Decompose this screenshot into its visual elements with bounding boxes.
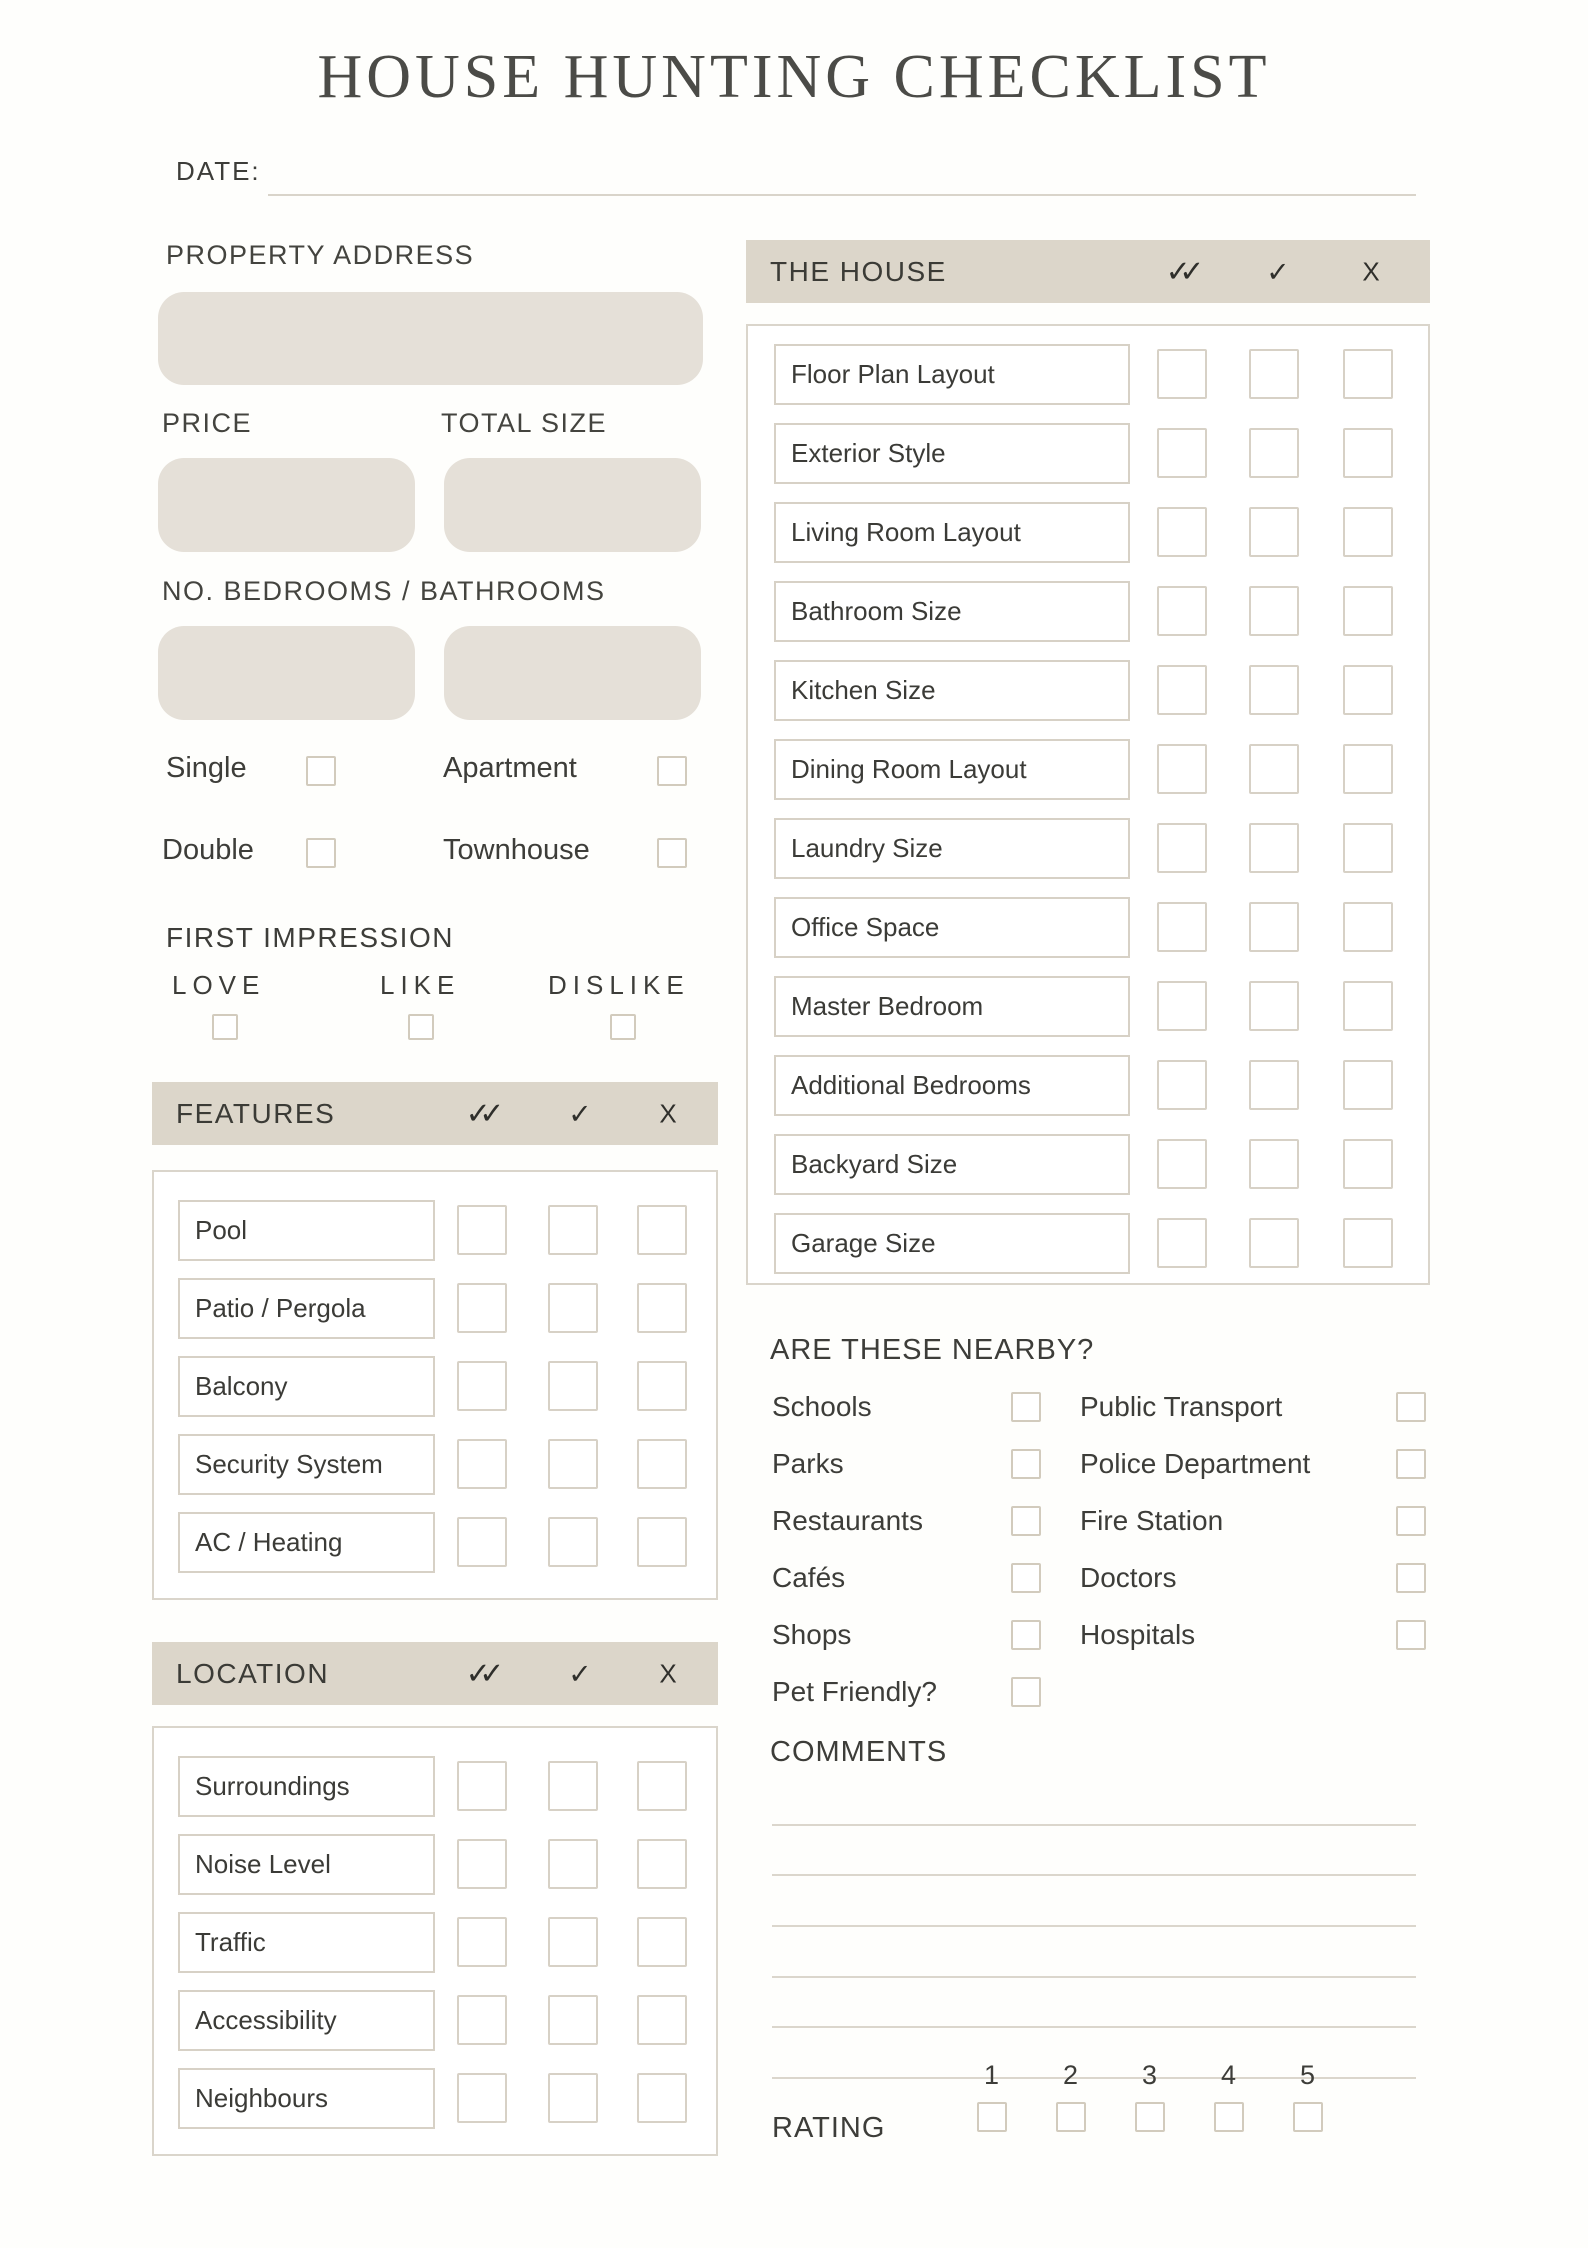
type-townhouse-label: Townhouse: [443, 834, 590, 866]
x-icon: X: [1362, 256, 1380, 286]
type-double-label: Double: [162, 834, 254, 866]
house-x-checkbox[interactable]: [1343, 507, 1393, 557]
bathrooms-input[interactable]: [444, 626, 701, 720]
house-item-label: Floor Plan Layout: [774, 344, 1130, 405]
rating-3-checkbox[interactable]: [1135, 2102, 1165, 2132]
feature-x-checkbox[interactable]: [637, 1517, 687, 1567]
nearby-police-department-label: Police Department: [1080, 1448, 1311, 1479]
feature-label: Pool: [178, 1200, 435, 1261]
the-house-table: [746, 324, 1430, 1285]
house-item-label: Exterior Style: [774, 423, 1130, 484]
nearby-row: [772, 1504, 1052, 1544]
location-row: [178, 1756, 716, 1817]
impression-dislike-label: DISLIKE: [548, 970, 690, 1000]
comment-line[interactable]: [772, 2026, 1416, 2028]
rating-number: 1: [983, 2060, 1000, 2090]
house-row: [774, 1055, 1428, 1116]
double-check-icon: ✓✓: [465, 1097, 494, 1130]
property-address-label: PROPERTY ADDRESS: [166, 240, 475, 270]
bedrooms-input[interactable]: [158, 626, 415, 720]
location-x-checkbox[interactable]: [637, 1995, 687, 2045]
nearby-header: ARE THESE NEARBY?: [770, 1334, 1095, 1366]
house-check-checkbox[interactable]: [1249, 507, 1299, 557]
impression-love-label: LOVE: [172, 970, 266, 1000]
nearby-row: [772, 1390, 1052, 1430]
rating-option: [1031, 2060, 1110, 2137]
type-single-checkbox[interactable]: [306, 756, 336, 786]
house-double-check-checkbox[interactable]: [1157, 428, 1207, 478]
house-item-label: Dining Room Layout: [774, 739, 1130, 800]
bedrooms-bathrooms-label: NO. BEDROOMS / BATHROOMS: [162, 576, 606, 606]
house-double-check-checkbox[interactable]: [1157, 823, 1207, 873]
feature-label: Patio / Pergola: [178, 1278, 435, 1339]
feature-x-checkbox[interactable]: [637, 1439, 687, 1489]
nearby-row: [1080, 1390, 1440, 1430]
nearby-row: [772, 1618, 1052, 1658]
check-icon: ✓: [1266, 256, 1290, 287]
rating-number: 5: [1299, 2060, 1316, 2090]
nearby-row: [1080, 1561, 1440, 1601]
nearby-cafes-label: Cafés: [772, 1562, 846, 1593]
rating-1-checkbox[interactable]: [977, 2102, 1007, 2132]
features-table: [152, 1170, 718, 1600]
location-row: [178, 1912, 716, 1973]
rating-option: [1110, 2060, 1189, 2137]
house-x-checkbox[interactable]: [1343, 665, 1393, 715]
location-label: Neighbours: [178, 2068, 435, 2129]
house-check-checkbox[interactable]: [1249, 428, 1299, 478]
feature-double-check-checkbox[interactable]: [457, 1205, 507, 1255]
rating-number: 2: [1062, 2060, 1079, 2090]
location-check-checkbox[interactable]: [548, 1917, 598, 1967]
house-item-label: Office Space: [774, 897, 1130, 958]
rating-option: [1268, 2060, 1347, 2137]
feature-row: [178, 1434, 716, 1495]
first-impression-label: FIRST IMPRESSION: [166, 922, 454, 953]
impression-dislike-checkbox[interactable]: [610, 1014, 636, 1040]
nearby-pet-friendly-checkbox[interactable]: [1011, 1677, 1041, 1707]
location-x-checkbox[interactable]: [637, 1761, 687, 1811]
nearby-row: [772, 1561, 1052, 1601]
rating-scale: [952, 2060, 1347, 2137]
location-x-checkbox[interactable]: [637, 1917, 687, 1967]
nearby-restaurants-checkbox[interactable]: [1011, 1506, 1041, 1536]
feature-check-checkbox[interactable]: [548, 1205, 598, 1255]
location-header-label: LOCATION: [176, 1657, 330, 1689]
location-check-checkbox[interactable]: [548, 1839, 598, 1889]
house-check-checkbox[interactable]: [1249, 665, 1299, 715]
the-house-header: [746, 240, 1430, 303]
location-label: Accessibility: [178, 1990, 435, 2051]
feature-label: AC / Heating: [178, 1512, 435, 1573]
house-check-checkbox[interactable]: [1249, 1218, 1299, 1268]
feature-x-checkbox[interactable]: [637, 1205, 687, 1255]
house-double-check-checkbox[interactable]: [1157, 349, 1207, 399]
nearby-cafes-checkbox[interactable]: [1011, 1563, 1041, 1593]
location-row: [178, 1990, 716, 2051]
double-check-icon: ✓✓: [1165, 255, 1194, 288]
features-header: [152, 1082, 718, 1145]
nearby-parks-checkbox[interactable]: [1011, 1449, 1041, 1479]
house-row: [774, 818, 1428, 879]
house-item-label: Kitchen Size: [774, 660, 1130, 721]
house-double-check-checkbox[interactable]: [1157, 902, 1207, 952]
house-row: [774, 344, 1428, 405]
location-double-check-checkbox[interactable]: [457, 2073, 507, 2123]
house-row: [774, 502, 1428, 563]
house-item-label: Laundry Size: [774, 818, 1130, 879]
x-icon: X: [659, 1658, 677, 1688]
house-check-checkbox[interactable]: [1249, 349, 1299, 399]
location-label: Traffic: [178, 1912, 435, 1973]
nearby-restaurants-label: Restaurants: [772, 1505, 923, 1536]
house-row: [774, 739, 1428, 800]
rating-label: RATING: [772, 2112, 886, 2144]
location-table: [152, 1726, 718, 2156]
feature-row: [178, 1200, 716, 1261]
house-double-check-checkbox[interactable]: [1157, 1139, 1207, 1189]
check-icon: ✓: [568, 1098, 592, 1129]
house-item-label: Garage Size: [774, 1213, 1130, 1274]
house-double-check-checkbox[interactable]: [1157, 586, 1207, 636]
feature-check-checkbox[interactable]: [548, 1439, 598, 1489]
feature-label: Security System: [178, 1434, 435, 1495]
nearby-doctors-label: Doctors: [1080, 1562, 1177, 1593]
type-double-checkbox[interactable]: [306, 838, 336, 868]
feature-check-checkbox[interactable]: [548, 1517, 598, 1567]
feature-check-checkbox[interactable]: [548, 1283, 598, 1333]
house-x-checkbox[interactable]: [1343, 744, 1393, 794]
house-row: [774, 660, 1428, 721]
page-title: HOUSE HUNTING CHECKLIST: [317, 43, 1271, 111]
location-x-checkbox[interactable]: [637, 2073, 687, 2123]
feature-label: Balcony: [178, 1356, 435, 1417]
feature-x-checkbox[interactable]: [637, 1283, 687, 1333]
feature-row: [178, 1278, 716, 1339]
type-single-label: Single: [166, 752, 247, 784]
nearby-shops-label: Shops: [772, 1619, 852, 1650]
house-row: [774, 423, 1428, 484]
house-double-check-checkbox[interactable]: [1157, 1218, 1207, 1268]
rating-2-checkbox[interactable]: [1056, 2102, 1086, 2132]
rating-option: [1189, 2060, 1268, 2137]
location-label: Surroundings: [178, 1756, 435, 1817]
house-row: [774, 976, 1428, 1037]
nearby-schools-label: Schools: [772, 1391, 872, 1422]
house-item-label: Backyard Size: [774, 1134, 1130, 1195]
property-address-input[interactable]: [158, 292, 703, 385]
house-x-checkbox[interactable]: [1343, 902, 1393, 952]
house-x-checkbox[interactable]: [1343, 349, 1393, 399]
house-row: [774, 581, 1428, 642]
house-check-checkbox[interactable]: [1249, 823, 1299, 873]
nearby-row: [772, 1675, 1052, 1715]
feature-double-check-checkbox[interactable]: [457, 1517, 507, 1567]
house-row: [774, 897, 1428, 958]
house-double-check-checkbox[interactable]: [1157, 665, 1207, 715]
type-apartment-label: Apartment: [443, 752, 577, 784]
feature-double-check-checkbox[interactable]: [457, 1283, 507, 1333]
impression-love-checkbox[interactable]: [212, 1014, 238, 1040]
the-house-header-label: THE HOUSE: [770, 255, 947, 287]
feature-check-checkbox[interactable]: [548, 1361, 598, 1411]
house-row: [774, 1213, 1428, 1274]
location-double-check-checkbox[interactable]: [457, 1839, 507, 1889]
double-check-icon: ✓✓: [465, 1657, 494, 1690]
nearby-row: [1080, 1618, 1440, 1658]
nearby-right-column: [1080, 1390, 1440, 1675]
date-label: DATE:: [176, 156, 261, 186]
nearby-public-transport-label: Public Transport: [1080, 1391, 1283, 1422]
comment-line[interactable]: [772, 1925, 1416, 1927]
feature-x-checkbox[interactable]: [637, 1361, 687, 1411]
type-apartment-checkbox[interactable]: [657, 756, 687, 786]
price-input[interactable]: [158, 458, 415, 552]
rating-number: 4: [1220, 2060, 1237, 2090]
house-check-checkbox[interactable]: [1249, 981, 1299, 1031]
house-x-checkbox[interactable]: [1343, 428, 1393, 478]
nearby-schools-checkbox[interactable]: [1011, 1392, 1041, 1422]
total-size-label: TOTAL SIZE: [441, 408, 608, 438]
house-x-checkbox[interactable]: [1343, 1218, 1393, 1268]
house-x-checkbox[interactable]: [1343, 586, 1393, 636]
house-double-check-checkbox[interactable]: [1157, 1060, 1207, 1110]
impression-like-label: LIKE: [380, 970, 461, 1000]
location-double-check-checkbox[interactable]: [457, 1995, 507, 2045]
house-row: [774, 1134, 1428, 1195]
nearby-hospitals-label: Hospitals: [1080, 1619, 1196, 1650]
house-double-check-checkbox[interactable]: [1157, 507, 1207, 557]
location-row: [178, 1834, 716, 1895]
rating-number: 3: [1141, 2060, 1158, 2090]
feature-double-check-checkbox[interactable]: [457, 1439, 507, 1489]
check-icon: ✓: [568, 1658, 592, 1689]
location-x-checkbox[interactable]: [637, 1839, 687, 1889]
nearby-doctors-checkbox[interactable]: [1396, 1563, 1426, 1593]
rating-5-checkbox[interactable]: [1293, 2102, 1323, 2132]
price-label: PRICE: [162, 408, 253, 438]
rating-4-checkbox[interactable]: [1214, 2102, 1244, 2132]
house-check-checkbox[interactable]: [1249, 1060, 1299, 1110]
comment-line[interactable]: [772, 1874, 1416, 1876]
date-input-line[interactable]: [268, 194, 1416, 196]
house-double-check-checkbox[interactable]: [1157, 744, 1207, 794]
location-header: [152, 1642, 718, 1705]
comment-line[interactable]: [772, 1976, 1416, 1978]
nearby-fire-station-checkbox[interactable]: [1396, 1506, 1426, 1536]
x-icon: X: [659, 1098, 677, 1128]
house-check-checkbox[interactable]: [1249, 1139, 1299, 1189]
house-x-checkbox[interactable]: [1343, 1139, 1393, 1189]
type-townhouse-checkbox[interactable]: [657, 838, 687, 868]
impression-like-checkbox[interactable]: [408, 1014, 434, 1040]
comment-line[interactable]: [772, 1824, 1416, 1826]
location-check-checkbox[interactable]: [548, 1995, 598, 2045]
location-check-checkbox[interactable]: [548, 1761, 598, 1811]
location-row: [178, 2068, 716, 2129]
house-item-label: Bathroom Size: [774, 581, 1130, 642]
location-double-check-checkbox[interactable]: [457, 1761, 507, 1811]
location-double-check-checkbox[interactable]: [457, 1917, 507, 1967]
house-check-checkbox[interactable]: [1249, 586, 1299, 636]
comments-header: COMMENTS: [770, 1736, 948, 1768]
house-check-checkbox[interactable]: [1249, 902, 1299, 952]
house-item-label: Additional Bedrooms: [774, 1055, 1130, 1116]
nearby-police-department-checkbox[interactable]: [1396, 1449, 1426, 1479]
feature-row: [178, 1512, 716, 1573]
location-check-checkbox[interactable]: [548, 2073, 598, 2123]
house-item-label: Master Bedroom: [774, 976, 1130, 1037]
nearby-row: [1080, 1447, 1440, 1487]
features-header-label: FEATURES: [176, 1097, 336, 1129]
house-check-checkbox[interactable]: [1249, 744, 1299, 794]
nearby-public-transport-checkbox[interactable]: [1396, 1392, 1426, 1422]
nearby-row: [772, 1447, 1052, 1487]
rating-option: [952, 2060, 1031, 2137]
house-item-label: Living Room Layout: [774, 502, 1130, 563]
nearby-pet-friendly-label: Pet Friendly?: [772, 1676, 937, 1707]
house-double-check-checkbox[interactable]: [1157, 981, 1207, 1031]
nearby-left-column: [772, 1390, 1052, 1732]
house-x-checkbox[interactable]: [1343, 823, 1393, 873]
feature-row: [178, 1356, 716, 1417]
feature-double-check-checkbox[interactable]: [457, 1361, 507, 1411]
nearby-fire-station-label: Fire Station: [1080, 1505, 1224, 1536]
nearby-hospitals-checkbox[interactable]: [1396, 1620, 1426, 1650]
total-size-input[interactable]: [444, 458, 701, 552]
house-x-checkbox[interactable]: [1343, 981, 1393, 1031]
house-x-checkbox[interactable]: [1343, 1060, 1393, 1110]
nearby-parks-label: Parks: [772, 1448, 844, 1479]
nearby-shops-checkbox[interactable]: [1011, 1620, 1041, 1650]
nearby-row: [1080, 1504, 1440, 1544]
location-label: Noise Level: [178, 1834, 435, 1895]
